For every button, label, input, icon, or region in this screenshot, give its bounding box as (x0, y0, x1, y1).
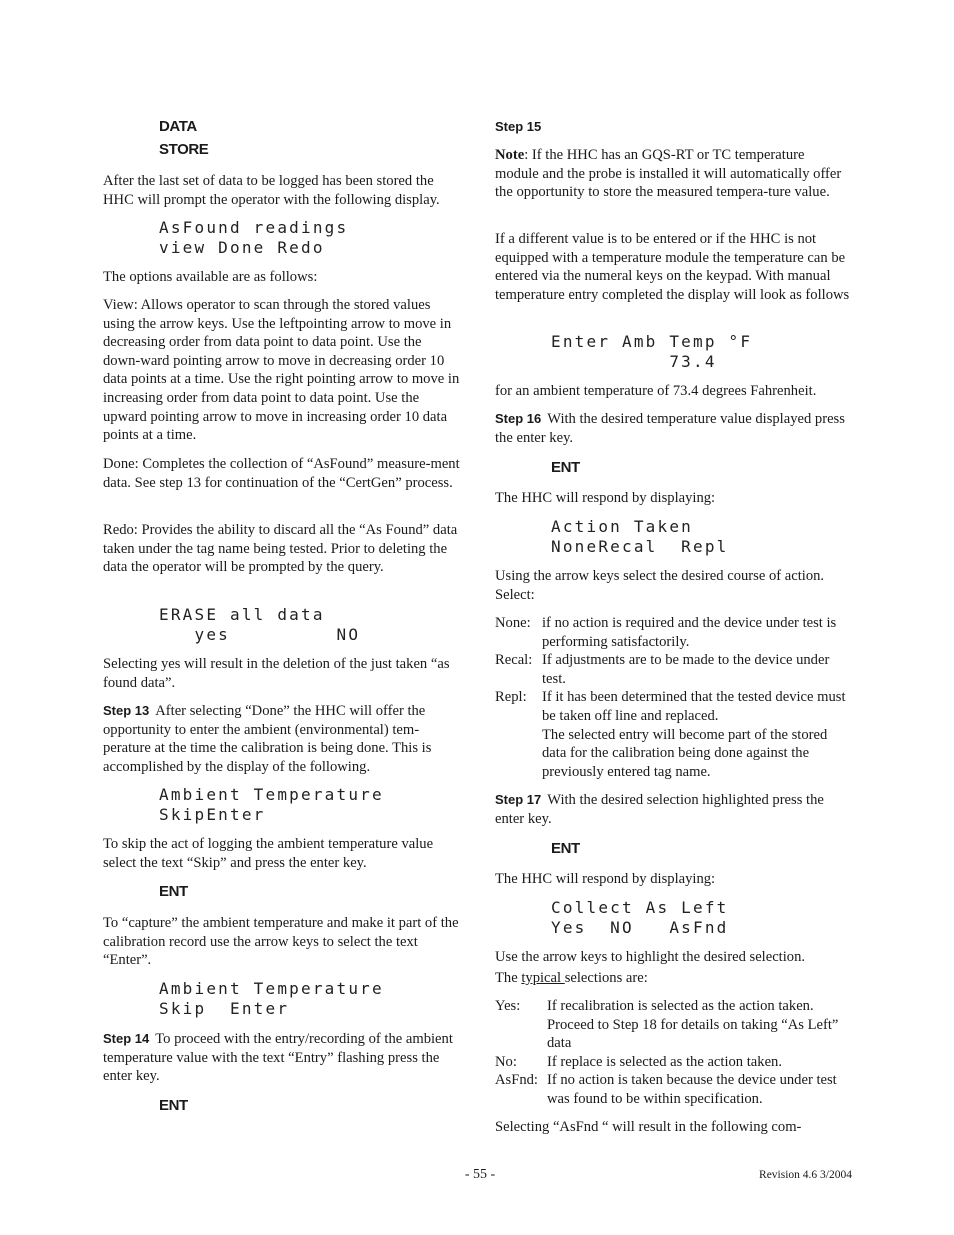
step14-label: Step 14 (103, 1031, 150, 1046)
typical-word: typical (521, 970, 565, 986)
lcd-display-action-taken: Action Taken NoneRecal Repl (551, 517, 729, 556)
list-item-key: No: (495, 1053, 517, 1070)
list-item (495, 688, 851, 725)
paragraph-capture: To “capture” the ambient temperature and make it part of the calibration record use the arrow keys to select the text “Enter”. (103, 915, 459, 969)
step14-text: To proceed with the entry/recording of the ambient temperature value with the text “Entry” flashing press the enter key. (103, 1031, 453, 1085)
ent-key-label-4: ENT (551, 840, 580, 857)
paragraph-options: The options available are as follows: (103, 269, 318, 285)
lcd-display-collect-as-left: Collect As Left Yes NO AsFnd (551, 898, 729, 937)
paragraph-step16 (495, 410, 851, 447)
list-item-text: if no action is required and the device under test is performing satisfactorily. (542, 615, 837, 650)
typical-post: selections are: (564, 970, 648, 986)
paragraph-selecting-asfnd: Selecting “AsFnd “ will result in the following com- (495, 1119, 802, 1135)
step13-text: After selecting “Done” the HHC will offer the opportunity to enter the ambient (environmental) tem-perature at the time the calibration is being done. This is accomplished by the display of the following. (103, 703, 432, 775)
note-text: : If the HHC has an GQS-RT or TC temperature module and the probe is installed it will automatically offer the opportunity to store the measured tempera-ture value. (495, 147, 842, 201)
paragraph-step17 (495, 791, 851, 828)
section-heading-data: DATA (159, 118, 197, 135)
paragraph-step13 (103, 702, 460, 776)
paragraph-selecting-yes: Selecting yes will result in the deletion of the just taken “as found data”. (103, 656, 450, 691)
list-item (495, 1071, 851, 1108)
lcd-display-erase: ERASE all data yes NO (159, 605, 361, 644)
paragraph-respond-2: The HHC will respond by displaying: (495, 871, 716, 887)
list-item-text: The selected entry will become part of the stored data for the calibration being done against the previously entered tag name. (542, 726, 828, 780)
note-label: Note (495, 147, 525, 163)
list-item-key: Recal: (495, 652, 533, 669)
list-item-key: None: (495, 615, 531, 631)
ent-key-label-2: ENT (159, 1097, 188, 1114)
paragraph-for-ambient: for an ambient temperature of 73.4 degrees Fahrenheit. (495, 383, 817, 399)
paragraph-done: Done: Completes the collection of “AsFound” measure-ment data. See step 13 for continuation of the “CertGen” process. (103, 456, 460, 491)
page-number: - 55 - (464, 1167, 496, 1182)
section-heading-store: STORE (159, 141, 209, 158)
paragraph-note (495, 146, 851, 202)
lcd-display-ambient-1: Ambient Temperature SkipEnter (159, 785, 384, 824)
list-item-key (495, 726, 542, 782)
list-item-key: Yes: (495, 998, 521, 1014)
step16-label: Step 16 (495, 411, 542, 426)
step13-label: Step 13 (103, 703, 150, 718)
paragraph-step14 (103, 1030, 460, 1086)
list-item-key: Repl: (495, 689, 527, 706)
lcd-display-ambient-2: Ambient Temperature Skip Enter (159, 979, 384, 1018)
paragraph-view: View: Allows operator to scan through the stored values using the arrow keys. Use the leftpointing arrow to move in decreasing order from data point to data point. Use the down-ward pointing arrow to move in decreasing order 10 data points at a time. Use the right pointing arrow to move in increasing order from data point to data point. Use the upward pointing arrow to move in increasing order 10 data points at a time. (103, 297, 460, 444)
step16-text: With the desired temperature value displayed press the enter key. (495, 411, 845, 446)
paragraph-respond-1: The HHC will respond by displaying: (495, 490, 716, 506)
list-item-text: If it has been determined that the tested device must be taken off line and replaced. (542, 689, 846, 724)
list-item (495, 997, 851, 1053)
list-item (495, 614, 851, 651)
list-item (495, 651, 851, 688)
paragraph-different-value: If a different value is to be entered or if the HHC is not equipped with a temperature module the temperature can be entered via the numeral keys on the keypad. With manual temperature entry completed the display will look as follows (495, 231, 850, 303)
step17-label: Step 17 (495, 792, 542, 807)
step17-text: With the desired selection highlighted press the enter key. (495, 792, 824, 827)
list-item-text: If no action is taken because the device under test was found to be within specification. (547, 1072, 837, 1107)
revision-label: Revision 4.6 3/2004 (759, 1169, 852, 1181)
ent-key-label-3: ENT (551, 459, 580, 476)
list-item-key: AsFnd: (495, 1072, 538, 1089)
paragraph-use-arrow: Use the arrow keys to highlight the desired selection. (495, 949, 806, 965)
list-item-text: If recalibration is selected as the action taken. Proceed to Step 18 for details on taking “As Left” data (547, 998, 839, 1052)
lcd-display-enter-amb-temp: Enter Amb Temp °F 73.4 (551, 332, 753, 371)
list-item (495, 726, 851, 782)
lcd-display-asfound: AsFound readings view Done Redo (159, 218, 349, 257)
paragraph-redo: Redo: Provides the ability to discard all the “As Found” data taken under the tag name being tested. Prior to deleting the data the operator will be prompted by the query. (103, 522, 458, 576)
ent-key-label-1: ENT (159, 883, 188, 900)
paragraph-skip: To skip the act of logging the ambient temperature value select the text “Skip” and press the enter key. (103, 836, 434, 871)
paragraph-typical (495, 969, 851, 988)
list-item-text: If adjustments are to be made to the device under test. (542, 652, 830, 687)
step15-label: Step 15 (495, 119, 542, 134)
typical-select-list (495, 997, 851, 1109)
list-item (495, 1053, 851, 1072)
list-item-text: If replace is selected as the action taken. (547, 1053, 783, 1070)
typical-pre: The (495, 970, 522, 986)
paragraph-using-arrow: Using the arrow keys select the desired course of action. Select: (495, 568, 825, 603)
paragraph-after-last: After the last set of data to be logged has been stored the HHC will prompt the operator with the following display. (103, 173, 440, 208)
action-select-list (495, 614, 851, 781)
